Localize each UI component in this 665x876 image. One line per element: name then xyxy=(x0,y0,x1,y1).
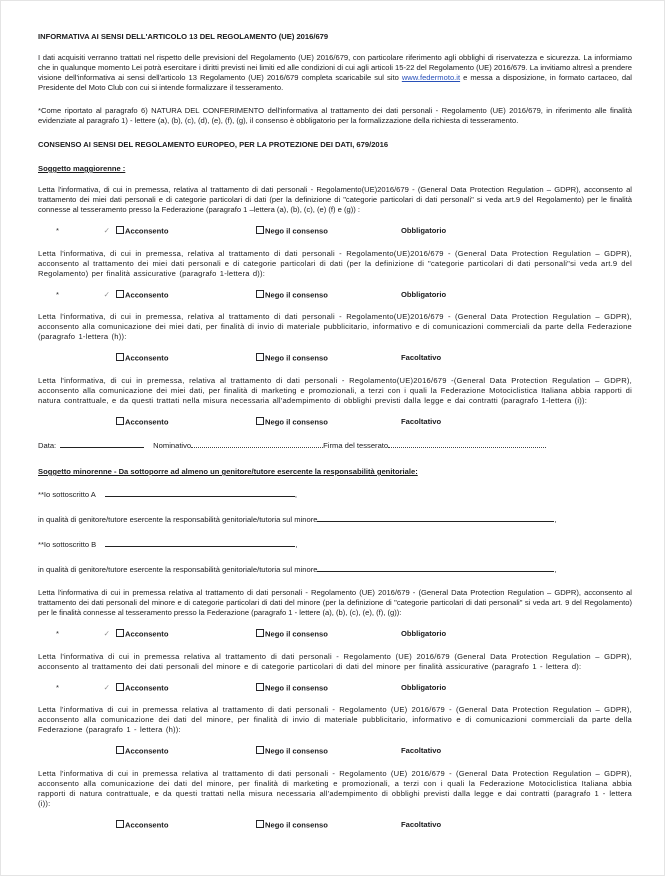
row-markers xyxy=(38,820,116,831)
accept-option[interactable] xyxy=(116,629,256,640)
deny-label: Nego il consenso xyxy=(265,683,328,692)
consent-text-adult-2: Letta l'informativa, di cui in premessa, relativa al trattamento di dati personali - Regolamento(UE)2016/679 - (General Data Protection Regulation – GDPR), acconsento al trattamento dei miei dati personali e di categorie particolari di dati (per la definizione di "categorie particolari di dati personali"si veda art.9 del Regolamento) per finalità assicurative (paragrafo 1-lettera d)): xyxy=(38,248,632,278)
deny-label: Nego il consenso xyxy=(265,820,328,829)
accept-option[interactable] xyxy=(116,226,256,237)
intro-text-before-link: I dati acquisiti verranno trattati nel rispetto delle previsioni del Regolamento (UE) 2016/679, con particolare riferimento agli obblighi di riservatezza e sicurezza. La informiamo che in qualunque momento Lei potrà esercitare i diritti previsti nei limiti ed alle condizioni di cui agli articoli 15-22 del Regolamento (UE) 2016/679. La invitiamo altresì a prendere visione dell'informativa ai sensi dell'articolo 13 Regolamento (UE) 2016/679 completa scaricabile sul sito xyxy=(38,53,632,82)
declarant-b-line xyxy=(38,538,632,550)
document-title: INFORMATIVA AI SENSI DELL'ARTICOLO 13 DEL REGOLAMENTO (UE) 2016/679 xyxy=(38,32,329,41)
accept-label: Acconsento xyxy=(125,683,169,692)
name-field[interactable] xyxy=(191,439,323,448)
consent-row-adult-1 xyxy=(38,226,632,237)
accept-label: Acconsento xyxy=(125,226,169,236)
obligation-label: Facoltativo xyxy=(401,819,442,829)
accept-label: Acconsento xyxy=(125,746,169,756)
obligation-label: Obbligatorio xyxy=(401,682,447,692)
deny-label: Nego il consenso xyxy=(265,290,328,299)
deny-option[interactable] xyxy=(256,820,401,831)
checkbox-icon[interactable] xyxy=(256,290,264,298)
date-label: Data: xyxy=(38,441,57,450)
consent-text-minor-4: Letta l'informativa di cui in premessa relativa al trattamento di dati personali - Regolamento (UE) 2016/679 - (General Data Protection Regulation – GDPR), acconsento alla comunicazione dei dati del minore, per finalità di marketing e promozionali, a terzi con i quali la Federazione Motociclistica Italiana abbia rapporti di natura contrattuale, e da questi trattati nella misura necessaria all'adempimento di obblighi previsti dalla legge e dai contratti (paragrafo 1 - lettera (i)): xyxy=(38,768,632,808)
consent-row-minor-4 xyxy=(38,820,632,831)
required-asterisk: * xyxy=(56,629,59,638)
obligation-label: Facoltativo xyxy=(401,416,442,426)
intro-paragraph xyxy=(38,53,632,93)
guardian-line-a xyxy=(38,513,632,525)
minor-name-field-b[interactable] xyxy=(317,563,557,574)
note-paragraph: *Come riportato al paragrafo 6) NATURA DEL CONFERIMENTO dell'informativa al trattamento dei dati personali - Regolamento (UE) 2016/679, in riferimento alle finalità evidenziate al paragrafo 1) - lettere (a), (b), (c), (d), (e), (f), (g), il consenso è obbligatorio per la formalizzazione della richiesta di tesseramento. xyxy=(38,106,632,125)
deny-option[interactable] xyxy=(256,746,401,757)
consent-text-minor-1: Letta l'informativa di cui in premessa relativa al trattamento di dati personali - Regolamento (UE) 2016/679 - (General Data Protection Regulation – GDPR), acconsento al trattamento dei dati personali del minore e di categorie particolari di dati del minore (per la definizione di "categorie particolari di dati personali" si veda art. 9 del Regolamento) per le finalità connesse al tesseramento presso la Federazione (paragrafo 1 - lettere (a), (b), (c), (e), (f), (g)): xyxy=(38,588,632,617)
check-mark-icon: ✓ xyxy=(103,226,110,235)
row-markers xyxy=(38,417,116,428)
comma: , xyxy=(554,565,557,574)
row-markers xyxy=(38,353,116,364)
federmoto-link[interactable]: www.federmoto.it xyxy=(401,73,461,82)
comma: , xyxy=(554,515,557,524)
accept-option[interactable] xyxy=(116,820,256,831)
checkbox-icon[interactable] xyxy=(116,746,124,754)
deny-label: Nego il consenso xyxy=(265,353,328,363)
required-asterisk: * xyxy=(56,226,59,235)
checkbox-icon[interactable] xyxy=(256,353,264,361)
guardian-text: in qualità di genitore/tutore esercente la responsabilità genitoriale/tutoria sul minore xyxy=(38,565,318,574)
checkbox-icon[interactable] xyxy=(116,226,124,234)
consent-row-minor-2 xyxy=(38,683,632,694)
declarant-a-label: **Io sottoscritto A xyxy=(38,490,96,499)
accept-label: Acconsento xyxy=(125,820,169,829)
consent-text-adult-3: Letta l'informativa, di cui in premessa, relativa al trattamento di dati personali - Regolamento(UE)2016/679 - (General Data Protection Regulation – GDPR), acconsento alla comunicazione dei miei dati, per finalità di invio di materiale pubblicitario, informativo e di comunicazioni commerciali da parte della Federazione (paragrafo 1-lettera (h)): xyxy=(38,312,632,341)
consent-row-adult-2 xyxy=(38,290,632,301)
checkbox-icon[interactable] xyxy=(116,683,124,691)
accept-label: Acconsento xyxy=(125,290,169,299)
deny-option[interactable] xyxy=(256,290,401,301)
consent-text-adult-1: Letta l'informativa, di cui in premessa, relativa al trattamento di dati personali - Regolamento(UE)2016/679 - (General Data Protection Regulation – GDPR), acconsento al trattamento dei miei dati personali e di categorie particolari di dati (per la definizione di "categorie particolari di dati personali" si veda art.9 del Regolamento) per le finalità connesse al tesseramento presso la Federazione (paragrafo 1 –lettera (a), (b), (c), (e) (f) e (g)) : xyxy=(38,185,632,214)
checkbox-icon[interactable] xyxy=(116,417,124,425)
consent-row-minor-1 xyxy=(38,629,632,640)
consent-text-adult-4: Letta l'informativa, di cui in premessa, relativa al trattamento di dati personali - Regolamento(UE)2016/679 -(General Data Protection Regulation – GDPR), acconsento alla comunicazione dei miei dati, per finalità di marketing e promozionali, a terzi con i quali la Federazione Motociclistica Italiana abbia rapporti di natura contrattuale, e da questi trattati nella misura necessaria all'adempimento di obblighi previsti dalla legge e dai contratti (paragrafo 1-lettera (i)): xyxy=(38,375,632,405)
checkbox-icon[interactable] xyxy=(256,226,264,234)
adult-section-heading: Soggetto maggiorenne : xyxy=(38,164,126,173)
checkbox-icon[interactable] xyxy=(116,629,124,637)
checkbox-icon[interactable] xyxy=(116,353,124,361)
declarant-b-label: **Io sottoscritto B xyxy=(38,540,97,549)
deny-label: Nego il consenso xyxy=(265,746,328,756)
checkbox-icon[interactable] xyxy=(256,417,264,425)
consent-text-minor-2: Letta l'informativa di cui in premessa relativa al trattamento di dati personali - Regolamento (UE) 2016/679 (General Data Protection Regulation – GDPR), acconsento al trattamento dei dati personali del minore e di categorie particolari di dati del minore per finalità assicurative (paragrafo 1 - lettera d): xyxy=(38,651,632,671)
obligation-label: Facoltativo xyxy=(401,746,442,755)
accept-option[interactable] xyxy=(116,746,256,757)
consent-row-minor-3 xyxy=(38,746,632,757)
signature-label: Firma del tesserato xyxy=(323,441,389,450)
intro-text-after-link: e messa a disposizione, in formato cartaceo, dal Presidente del Moto Club con cui si intende formalizzare il tesseramento. xyxy=(38,73,632,92)
checkbox-icon[interactable] xyxy=(256,820,264,828)
guardian-line-b xyxy=(38,563,632,575)
check-mark-icon: ✓ xyxy=(103,289,110,299)
obligation-label: Facoltativo xyxy=(401,353,442,362)
deny-label: Nego il consenso xyxy=(265,417,328,426)
row-markers xyxy=(38,683,116,694)
row-markers xyxy=(38,746,116,757)
deny-option[interactable] xyxy=(256,417,401,428)
checkbox-icon[interactable] xyxy=(116,820,124,828)
deny-option[interactable] xyxy=(256,683,401,694)
deny-option[interactable] xyxy=(256,629,401,640)
obligation-label: Obbligatorio xyxy=(401,226,447,235)
name-label: Nominativo xyxy=(153,441,192,450)
declarant-a-field[interactable] xyxy=(105,488,295,497)
check-mark-icon: ✓ xyxy=(103,682,110,692)
required-asterisk: * xyxy=(56,682,59,692)
accept-option[interactable] xyxy=(116,417,256,428)
accept-option[interactable] xyxy=(116,353,256,364)
obligation-label: Obbligatorio xyxy=(401,289,447,299)
consent-text-minor-3: Letta l'informativa di cui in premessa relativa al trattamento di dati personali - Regolamento (UE) 2016/679 - (General Data Protection Regulation – GDPR), acconsento alla comunicazione dei dati del minore, per finalità di invio di materiale pubblicitario, informativo e di comunicazioni commerciali da parte della Federazione (paragrafo 1 - lettera (h)): xyxy=(38,705,632,734)
document-content xyxy=(38,32,632,842)
checkbox-icon[interactable] xyxy=(256,746,264,754)
comma: , xyxy=(294,490,297,499)
accept-option[interactable] xyxy=(116,683,256,694)
consent-row-adult-3 xyxy=(38,353,632,364)
deny-option[interactable] xyxy=(256,353,401,364)
deny-label: Nego il consenso xyxy=(265,629,328,639)
row-markers xyxy=(38,629,116,640)
deny-option[interactable] xyxy=(256,226,401,237)
row-markers xyxy=(38,290,116,301)
accept-label: Acconsento xyxy=(125,353,169,363)
declarant-a-line xyxy=(38,488,632,500)
checkbox-icon[interactable] xyxy=(256,683,264,691)
required-asterisk: * xyxy=(56,289,59,299)
minor-section-heading: Soggetto minorenne - Da sottoporre ad almeno un genitore/tutore esercente la responsabilità genitoriale: xyxy=(38,467,418,476)
consent-row-adult-4 xyxy=(38,417,632,428)
comma: , xyxy=(295,540,298,549)
minor-name-field-a[interactable] xyxy=(317,513,557,524)
accept-label: Acconsento xyxy=(125,629,169,639)
obligation-label: Obbligatorio xyxy=(401,629,447,638)
checkbox-icon[interactable] xyxy=(116,290,124,298)
guardian-text: in qualità di genitore/tutore esercente la responsabilità genitoriale/tutoria sul minore xyxy=(38,515,318,524)
check-mark-icon: ✓ xyxy=(103,629,110,638)
signature-row xyxy=(38,439,632,451)
row-markers xyxy=(38,226,116,237)
signature-field[interactable] xyxy=(388,439,546,448)
declarant-b-field[interactable] xyxy=(105,538,298,549)
accept-label: Acconsento xyxy=(125,417,169,426)
checkbox-icon[interactable] xyxy=(256,629,264,637)
accept-option[interactable] xyxy=(116,290,256,301)
deny-label: Nego il consenso xyxy=(265,226,328,236)
date-field[interactable] xyxy=(60,439,144,448)
consent-heading: CONSENSO AI SENSI DEL REGOLAMENTO EUROPEO, PER LA PROTEZIONE DEI DATI, 679/2016 xyxy=(38,140,389,149)
